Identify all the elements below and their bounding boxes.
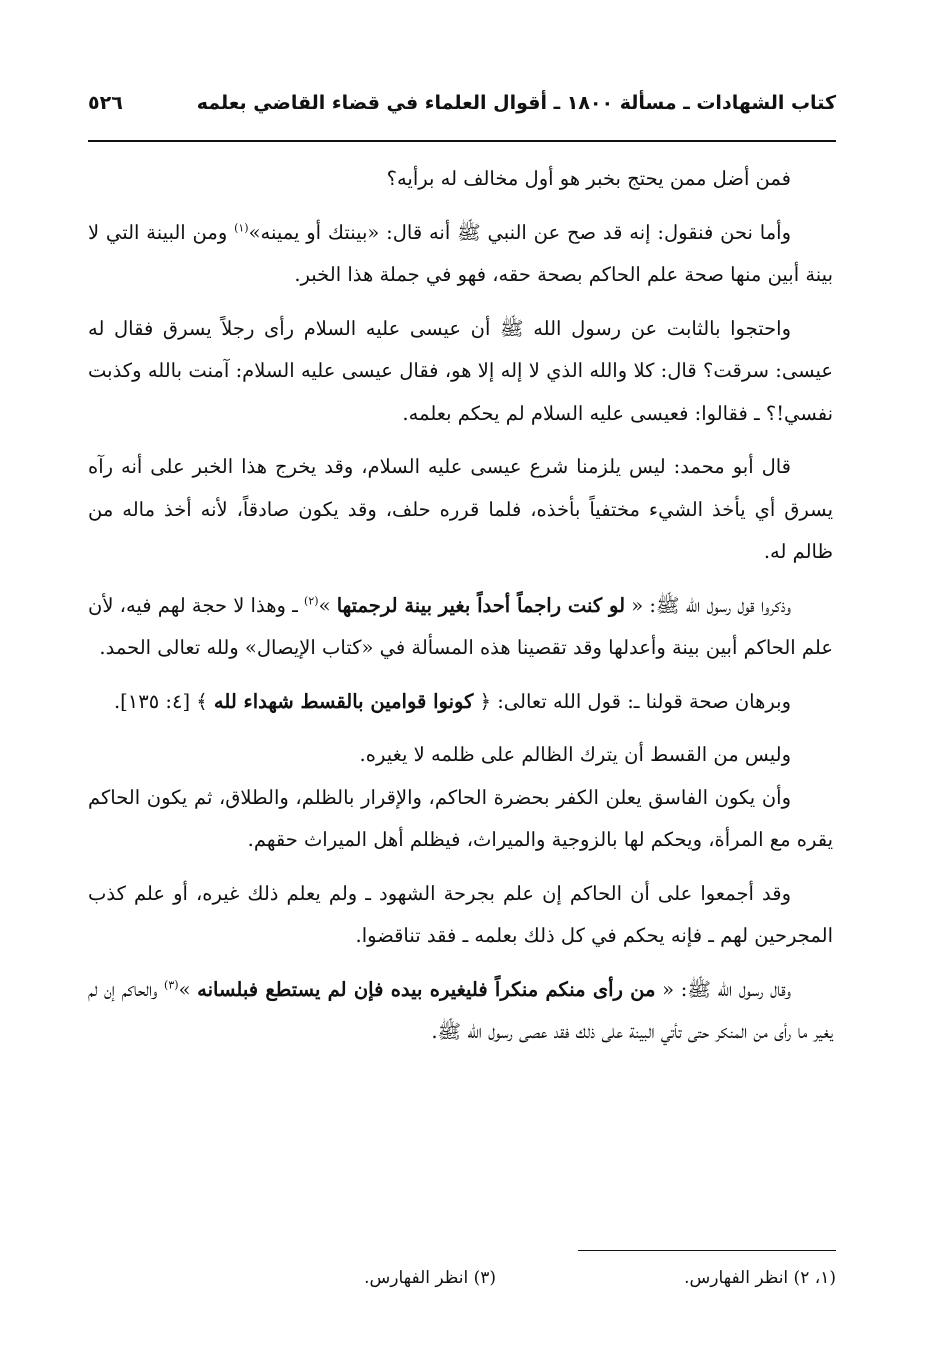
footnote-1: (١، ٢) انظر الفهارس. [684,1268,836,1288]
paragraph [88,308,833,436]
paragraph [88,969,833,1054]
text-run: ـ وهذا لا حجة لهم فيه، لأن علم الحاكم أبين بينة وأعدلها وقد تقصينا هذه المسألة في «كتاب الإيصال» ولله تعالى الحمد. [88,593,833,659]
paragraph [88,158,833,201]
paragraph [88,446,833,574]
text-run: وأن يكون الفاسق يعلن الكفر بحضرة الحاكم، والإقرار بالظلم، والطلاق، ثم يكون الحاكم يقره مع المرأة، ويحكم لها بالزوجية والميراث، فيظلم أهل الميراث حقهم. [88,785,833,851]
header-rule [88,140,836,142]
footnote-ref: (٢) [304,594,319,607]
paragraph [88,212,833,297]
text-run: وذكروا قول رسول الله ﷺ: « [625,593,791,617]
footnote-ref: (١) [234,221,249,234]
quoted-text: من رأى منكم منكراً فليغيره بيده فإن لم يستطع فبلسانه [197,977,656,1001]
footnote-2: (٣) انظر الفهارس. [364,1268,496,1288]
text-run: وبرهان صحة قولنا ـ: قول الله تعالى: ﴿ [473,689,791,713]
text-run: فمن أضل ممن يحتج بخبر هو أول مخالف له برأيه؟ [386,167,791,190]
page-number: ٥٢٦ [88,92,123,114]
running-title: كتاب الشهادات ـ مسألة ١٨٠٠ ـ أقوال العلماء في قضاء القاضي بعلمه [196,92,836,114]
text-run: وقال رسول الله ﷺ: « [655,977,791,1001]
text-run: وقد أجمعوا على أن الحاكم إن علم بجرحة الشهود ـ ولم يعلم ذلك غيره، أو علم كذب المجرحين لهم ـ فإنه يحكم في كل ذلك بعلمه ـ فقد تناقضوا. [88,881,833,947]
quoted-text: كونوا قوامين بالقسط شهداء لله [213,689,474,713]
text-run: » [318,593,337,617]
paragraph [88,681,833,724]
paragraph [88,777,833,862]
text-run: قال أبو محمد: ليس يلزمنا شرع عيسى عليه السلام، وقد يخرج هذا الخبر على أنه رآه يسرق أي يأخذ الشيء مختفياً بأخذه، فلما قرره حلف، وقد يكون صادقاً، لأنه أخذ ماله من ظالم له. [88,455,833,563]
paragraph [88,585,833,670]
text-run: وليس من القسط أن يترك الظالم على ظلمه لا يغيره. [359,743,791,766]
footnote-ref: (٣) [164,978,179,991]
page-header [88,86,836,126]
body-text [88,158,833,1065]
footnote-rule [578,1250,836,1251]
text-run: ﴾ [٤: ١٣٥]. [113,689,214,713]
footnotes [88,1268,836,1298]
quoted-text: لو كنت راجماً أحداً بغير بينة لرجمتها [336,593,626,617]
text-run: » [178,977,198,1001]
paragraph [88,734,833,777]
text-run: وأما نحن فنقول: إنه قد صح عن النبي ﷺ أنه قال: «بينتك أو يمينه» [248,220,791,244]
text-run: واحتجوا بالثابت عن رسول الله ﷺ أن عيسى عليه السلام رأى رجلاً يسرق فقال له عيسى: سرقت؟ قال: كلا والله الذي لا إله إلا هو، فقال عيسى عليه السلام: آمنت بالله وكذبت نفسي!؟ ـ فقالوا: فعيسى عليه السلام لم يحكم بعلمه. [88,316,833,425]
text-run: والحاكم إن لم يغير ما رأى من المنكر حتى تأتي البينة على ذلك فقد عصى رسول الله ﷺ. [88,977,833,1043]
paragraph [88,873,833,958]
text-run: ومن البينة التي لا بينة أبين منها صحة علم الحاكم بصحة حقه، فهو في جملة هذا الخبر. [88,220,833,286]
